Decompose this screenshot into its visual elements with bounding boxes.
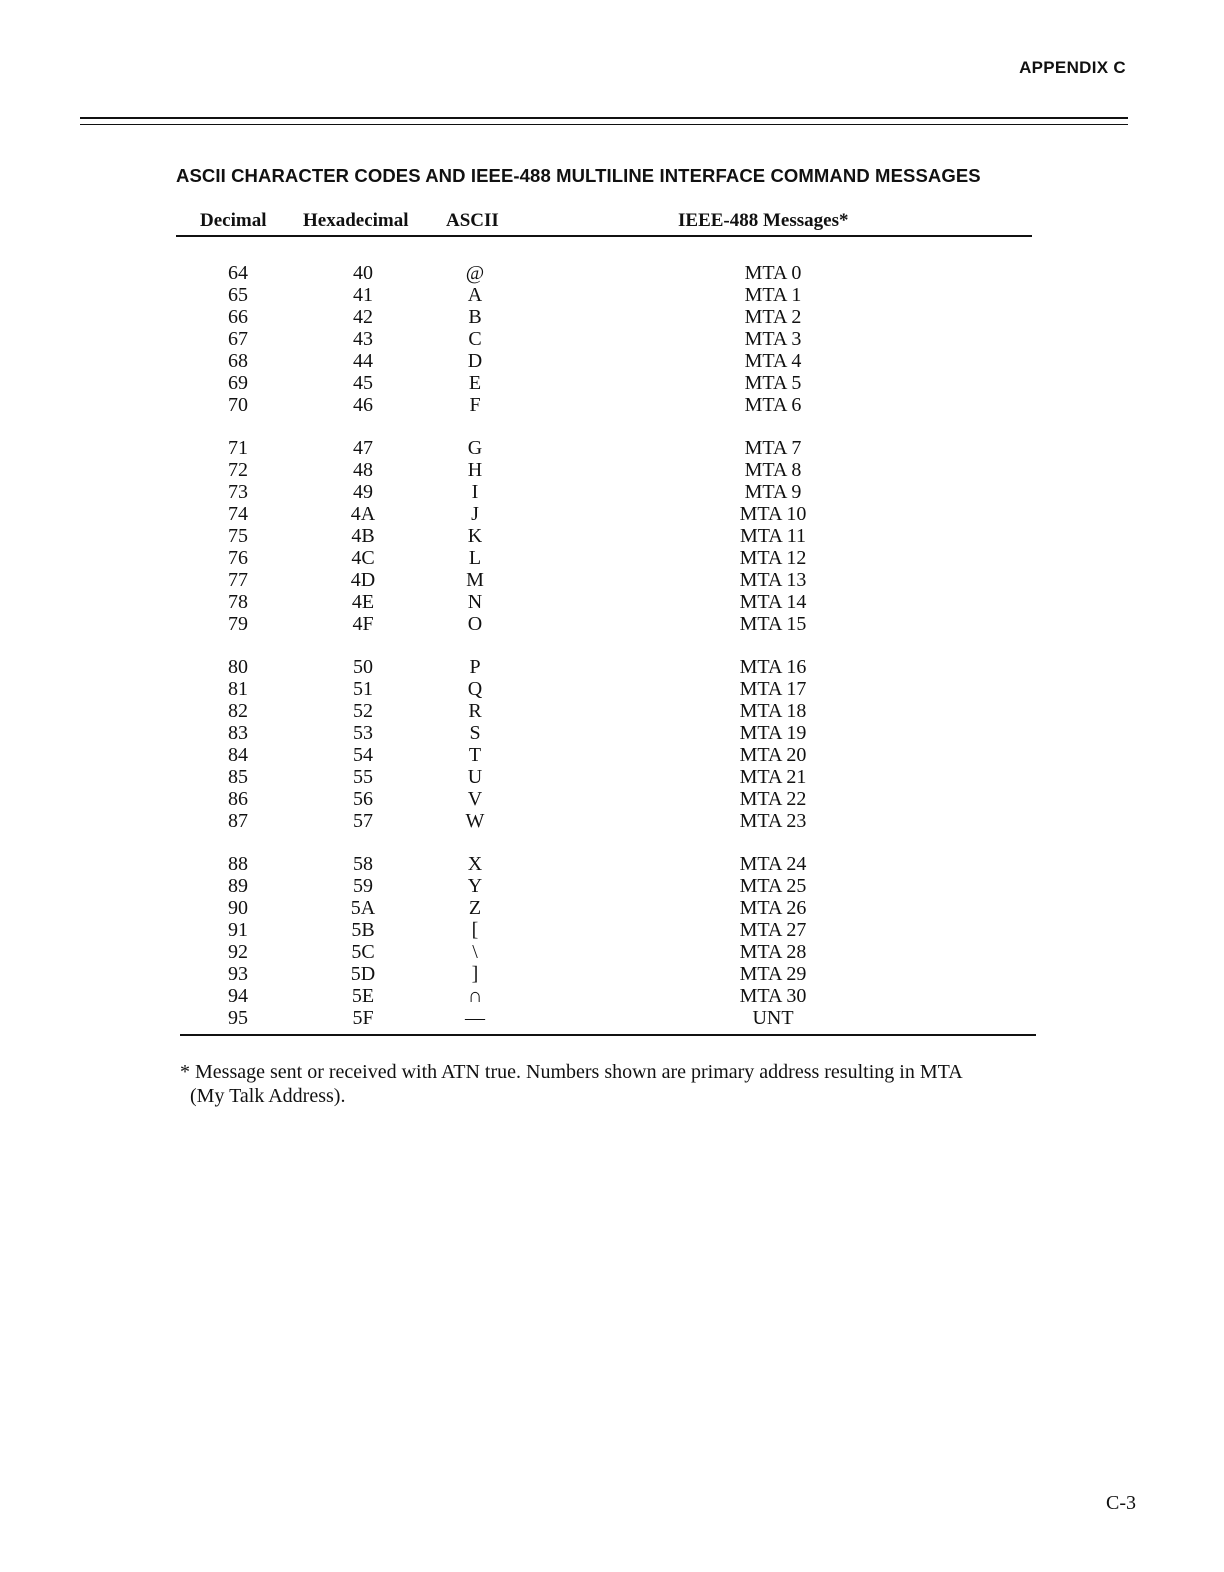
table-row [0,591,1224,613]
table-row [0,744,1224,766]
ascii-cell: B [468,306,482,328]
decimal-cell: 81 [228,678,248,700]
table-row [0,350,1224,372]
hexadecimal-cell: 45 [353,372,373,394]
table-row [0,810,1224,832]
table-row [0,613,1224,635]
table-row [0,853,1224,875]
row-group [0,656,1224,832]
ascii-cell: P [469,656,481,678]
ascii-cell: W [465,810,485,832]
row-group [0,437,1224,635]
ascii-cell: D [467,350,483,372]
ieee-message-cell: MTA 11 [740,525,806,547]
ieee-message-cell: UNT [752,1007,794,1029]
ascii-cell: U [467,766,483,788]
table-row [0,788,1224,810]
hexadecimal-cell: 5E [351,985,375,1007]
decimal-cell: 95 [228,1007,248,1029]
ascii-cell: ] [471,963,479,985]
decimal-cell: 68 [228,350,248,372]
hexadecimal-cell: 4D [350,569,376,591]
ieee-message-cell: MTA 23 [739,810,807,832]
hexadecimal-cell: 4C [351,547,375,569]
hexadecimal-cell: 51 [353,678,373,700]
ascii-cell: J [471,503,479,525]
decimal-cell: 93 [228,963,248,985]
ieee-message-cell: MTA 17 [739,678,807,700]
table-row [0,284,1224,306]
table-row [0,919,1224,941]
footnote-line-1: * Message sent or received with ATN true. Numbers shown are primary address resulting in MTA [180,1061,963,1083]
ieee-message-cell: MTA 4 [744,350,802,372]
decimal-cell: 75 [228,525,248,547]
hexadecimal-cell: 53 [353,722,373,744]
ascii-cell: E [468,372,482,394]
ieee-message-cell: MTA 19 [739,722,807,744]
table-header-rule [176,235,1032,237]
hexadecimal-cell: 5C [351,941,375,963]
table-row [0,372,1224,394]
decimal-cell: 73 [228,481,248,503]
decimal-cell: 88 [228,853,248,875]
hexadecimal-cell: 4F [352,613,374,635]
page-number: C-3 [1106,1492,1136,1514]
ieee-message-cell: MTA 9 [744,481,802,503]
decimal-cell: 90 [228,897,248,919]
row-group [0,262,1224,416]
ieee-message-cell: MTA 1 [744,284,802,306]
ascii-cell: [ [471,919,479,941]
hexadecimal-cell: 52 [353,700,373,722]
decimal-cell: 67 [228,328,248,350]
hexadecimal-cell: 43 [353,328,373,350]
ieee-message-cell: MTA 16 [739,656,807,678]
decimal-cell: 69 [228,372,248,394]
ascii-cell: \ [472,941,478,963]
ascii-cell: K [467,525,483,547]
ascii-cell: T [468,744,482,766]
table-row [0,262,1224,284]
ascii-cell: N [467,591,483,613]
hexadecimal-cell: 58 [353,853,373,875]
table-row [0,656,1224,678]
decimal-cell: 91 [228,919,248,941]
decimal-cell: 76 [228,547,248,569]
table-row [0,547,1224,569]
decimal-cell: 82 [228,700,248,722]
table-row [0,897,1224,919]
table-row [0,394,1224,416]
row-group [0,853,1224,1029]
decimal-cell: 71 [228,437,248,459]
ieee-message-cell: MTA 8 [744,459,802,481]
ieee-message-cell: MTA 0 [744,262,802,284]
table-row [0,875,1224,897]
hexadecimal-cell: 44 [353,350,373,372]
ieee-message-cell: MTA 15 [739,613,807,635]
table-title: ASCII CHARACTER CODES AND IEEE-488 MULTILINE INTERFACE COMMAND MESSAGES [176,165,981,186]
decimal-cell: 74 [228,503,248,525]
hexadecimal-cell: 41 [353,284,373,306]
hexadecimal-cell: 49 [353,481,373,503]
hexadecimal-cell: 46 [353,394,373,416]
decimal-cell: 92 [228,941,248,963]
hexadecimal-cell: 42 [353,306,373,328]
ascii-cell: Z [468,897,482,919]
ascii-cell: A [467,284,483,306]
table-row [0,525,1224,547]
column-header-ieee-messages: IEEE-488 Messages* [678,210,849,231]
header-rule-thin [80,124,1128,125]
table-row [0,481,1224,503]
decimal-cell: 72 [228,459,248,481]
ieee-message-cell: MTA 14 [739,591,807,613]
hexadecimal-cell: 4E [351,591,375,613]
ascii-cell: H [467,459,483,481]
decimal-cell: 94 [228,985,248,1007]
decimal-cell: 84 [228,744,248,766]
decimal-cell: 83 [228,722,248,744]
table-row [0,503,1224,525]
ascii-cell: C [468,328,482,350]
ieee-message-cell: MTA 6 [744,394,802,416]
table-row [0,766,1224,788]
ascii-cell: X [467,853,483,875]
hexadecimal-cell: 50 [353,656,373,678]
table-row [0,1007,1224,1029]
decimal-cell: 79 [228,613,248,635]
decimal-cell: 85 [228,766,248,788]
table-row [0,963,1224,985]
ieee-message-cell: MTA 27 [739,919,807,941]
hexadecimal-cell: 40 [353,262,373,284]
decimal-cell: 66 [228,306,248,328]
ieee-message-cell: MTA 7 [744,437,802,459]
hexadecimal-cell: 4A [350,503,376,525]
table-row [0,941,1224,963]
decimal-cell: 87 [228,810,248,832]
hexadecimal-cell: 5B [351,919,375,941]
ieee-message-cell: MTA 24 [739,853,807,875]
footnote-line-2: (My Talk Address). [190,1085,346,1107]
ieee-message-cell: MTA 10 [739,503,807,525]
table-bottom-rule [180,1034,1036,1036]
hexadecimal-cell: 55 [353,766,373,788]
ascii-cell: S [469,722,481,744]
decimal-cell: 64 [228,262,248,284]
ieee-message-cell: MTA 26 [739,897,807,919]
hexadecimal-cell: 56 [353,788,373,810]
table-body [0,262,1224,1050]
table-row [0,328,1224,350]
hexadecimal-cell: 5D [350,963,376,985]
ascii-cell: Y [467,875,483,897]
table-row [0,569,1224,591]
hexadecimal-cell: 54 [353,744,373,766]
table-row [0,700,1224,722]
ieee-message-cell: MTA 5 [744,372,802,394]
ieee-message-cell: MTA 25 [739,875,807,897]
table-row [0,722,1224,744]
decimal-cell: 70 [228,394,248,416]
decimal-cell: 89 [228,875,248,897]
ieee-message-cell: MTA 12 [739,547,807,569]
ascii-cell: — [465,1007,485,1029]
ascii-cell: G [467,437,483,459]
ascii-cell: M [466,569,484,591]
ascii-cell: I [471,481,479,503]
column-header-ascii: ASCII [446,210,499,231]
hexadecimal-cell: 57 [353,810,373,832]
decimal-cell: 86 [228,788,248,810]
decimal-cell: 78 [228,591,248,613]
header-rule [80,117,1128,119]
ieee-message-cell: MTA 22 [739,788,807,810]
table-row [0,985,1224,1007]
hexadecimal-cell: 5F [352,1007,374,1029]
ieee-message-cell: MTA 28 [739,941,807,963]
footnote [180,1060,1050,1108]
decimal-cell: 77 [228,569,248,591]
hexadecimal-cell: 47 [353,437,373,459]
ascii-cell: ∩ [467,985,483,1007]
ascii-cell: V [467,788,483,810]
ascii-cell: R [468,700,482,722]
ieee-message-cell: MTA 20 [739,744,807,766]
hexadecimal-cell: 4B [351,525,375,547]
column-header-hexadecimal: Hexadecimal [303,210,409,231]
decimal-cell: 80 [228,656,248,678]
hexadecimal-cell: 5A [350,897,376,919]
hexadecimal-cell: 59 [353,875,373,897]
ieee-message-cell: MTA 2 [744,306,802,328]
table-row [0,678,1224,700]
ascii-cell: @ [465,262,485,284]
column-header-decimal: Decimal [200,210,267,231]
ascii-cell: F [469,394,481,416]
table-row [0,306,1224,328]
ascii-cell: L [468,547,482,569]
table-row [0,437,1224,459]
ieee-message-cell: MTA 18 [739,700,807,722]
ascii-cell: Q [467,678,483,700]
decimal-cell: 65 [228,284,248,306]
ieee-message-cell: MTA 3 [744,328,802,350]
ieee-message-cell: MTA 29 [739,963,807,985]
hexadecimal-cell: 48 [353,459,373,481]
ieee-message-cell: MTA 30 [739,985,807,1007]
ascii-cell: O [467,613,483,635]
table-row [0,459,1224,481]
appendix-header: APPENDIX C [1019,58,1126,77]
ieee-message-cell: MTA 21 [739,766,807,788]
ieee-message-cell: MTA 13 [739,569,807,591]
